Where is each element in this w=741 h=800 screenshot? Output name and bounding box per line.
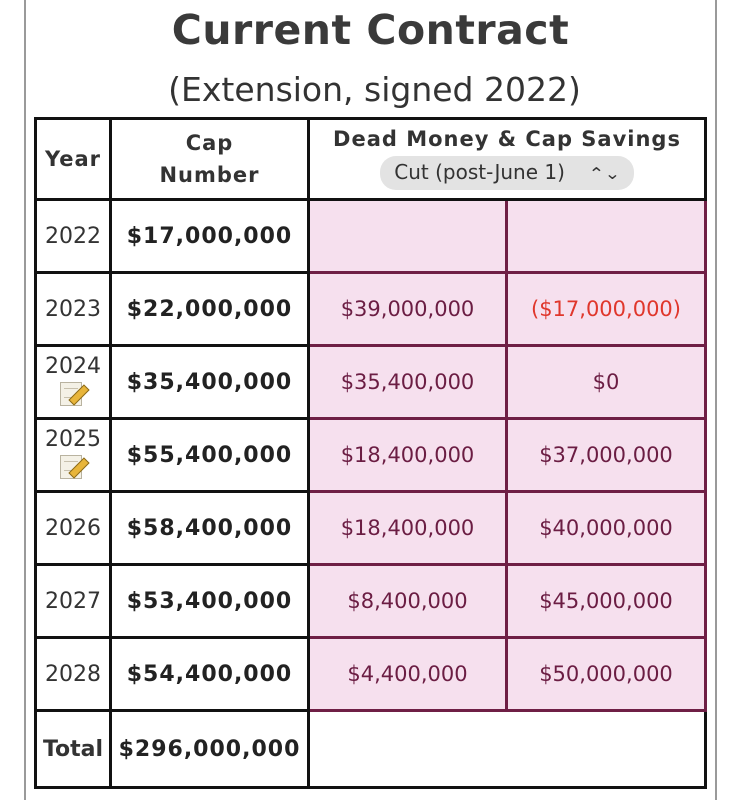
row-year-label: 2024: [45, 353, 101, 379]
row-dead-money: [309, 200, 507, 273]
row-cap-savings: $50,000,000: [507, 638, 706, 711]
total-cap-number: $296,000,000: [111, 711, 309, 788]
row-year-label: 2025: [45, 426, 101, 452]
header-cap-line2: Number: [159, 163, 260, 187]
contract-table: [34, 117, 707, 789]
row-year: 2027: [36, 565, 111, 638]
scenario-select-value: Cut (post-June 1): [394, 160, 565, 184]
row-cap-number: $53,400,000: [111, 565, 309, 638]
row-cap-savings: $0: [507, 346, 706, 419]
row-cap-savings: $37,000,000: [507, 419, 706, 492]
row-year: [36, 346, 111, 419]
row-cap-savings: $45,000,000: [507, 565, 706, 638]
header-row: [36, 119, 706, 200]
row-cap-number: $35,400,000: [111, 346, 309, 419]
row-cap-savings: $40,000,000: [507, 492, 706, 565]
row-cap-number: $17,000,000: [111, 200, 309, 273]
table-row: [36, 346, 706, 419]
table-row: [36, 200, 706, 273]
row-cap-number: $55,400,000: [111, 419, 309, 492]
total-blank-cell: [309, 711, 706, 788]
row-year: [36, 419, 111, 492]
row-year: 2028: [36, 638, 111, 711]
row-cap-number: $58,400,000: [111, 492, 309, 565]
row-year: 2026: [36, 492, 111, 565]
row-dead-money: $35,400,000: [309, 346, 507, 419]
table-row: [36, 419, 706, 492]
row-dead-money: $39,000,000: [309, 273, 507, 346]
table-row: [36, 638, 706, 711]
row-cap-number: $54,400,000: [111, 638, 309, 711]
scenario-select[interactable]: [380, 156, 633, 190]
header-dead-money-label: Dead Money & Cap Savings: [333, 127, 681, 151]
header-year: Year: [36, 119, 111, 200]
page-subtitle: (Extension, signed 2022): [168, 70, 581, 109]
total-label: Total: [36, 711, 111, 788]
header-dead-money: [309, 119, 706, 200]
frame-left-border: [24, 0, 26, 800]
total-row: [36, 711, 706, 788]
memo-pencil-icon: [60, 455, 86, 477]
row-dead-money: $18,400,000: [309, 492, 507, 565]
row-cap-savings: ($17,000,000): [507, 273, 706, 346]
row-year: 2022: [36, 200, 111, 273]
table-row: [36, 492, 706, 565]
table-row: [36, 565, 706, 638]
page-title: Current Contract: [171, 6, 570, 54]
header-cap-number: [111, 119, 309, 200]
row-year: 2023: [36, 273, 111, 346]
row-dead-money: $8,400,000: [309, 565, 507, 638]
row-cap-savings: [507, 200, 706, 273]
frame-right-border: [715, 0, 717, 800]
memo-pencil-icon: [60, 382, 86, 404]
table-row: [36, 273, 706, 346]
row-dead-money: $4,400,000: [309, 638, 507, 711]
row-dead-money: $18,400,000: [309, 419, 507, 492]
chevron-updown-icon: ⌃⌄: [588, 164, 621, 183]
row-cap-number: $22,000,000: [111, 273, 309, 346]
header-cap-line1: Cap: [185, 131, 234, 155]
